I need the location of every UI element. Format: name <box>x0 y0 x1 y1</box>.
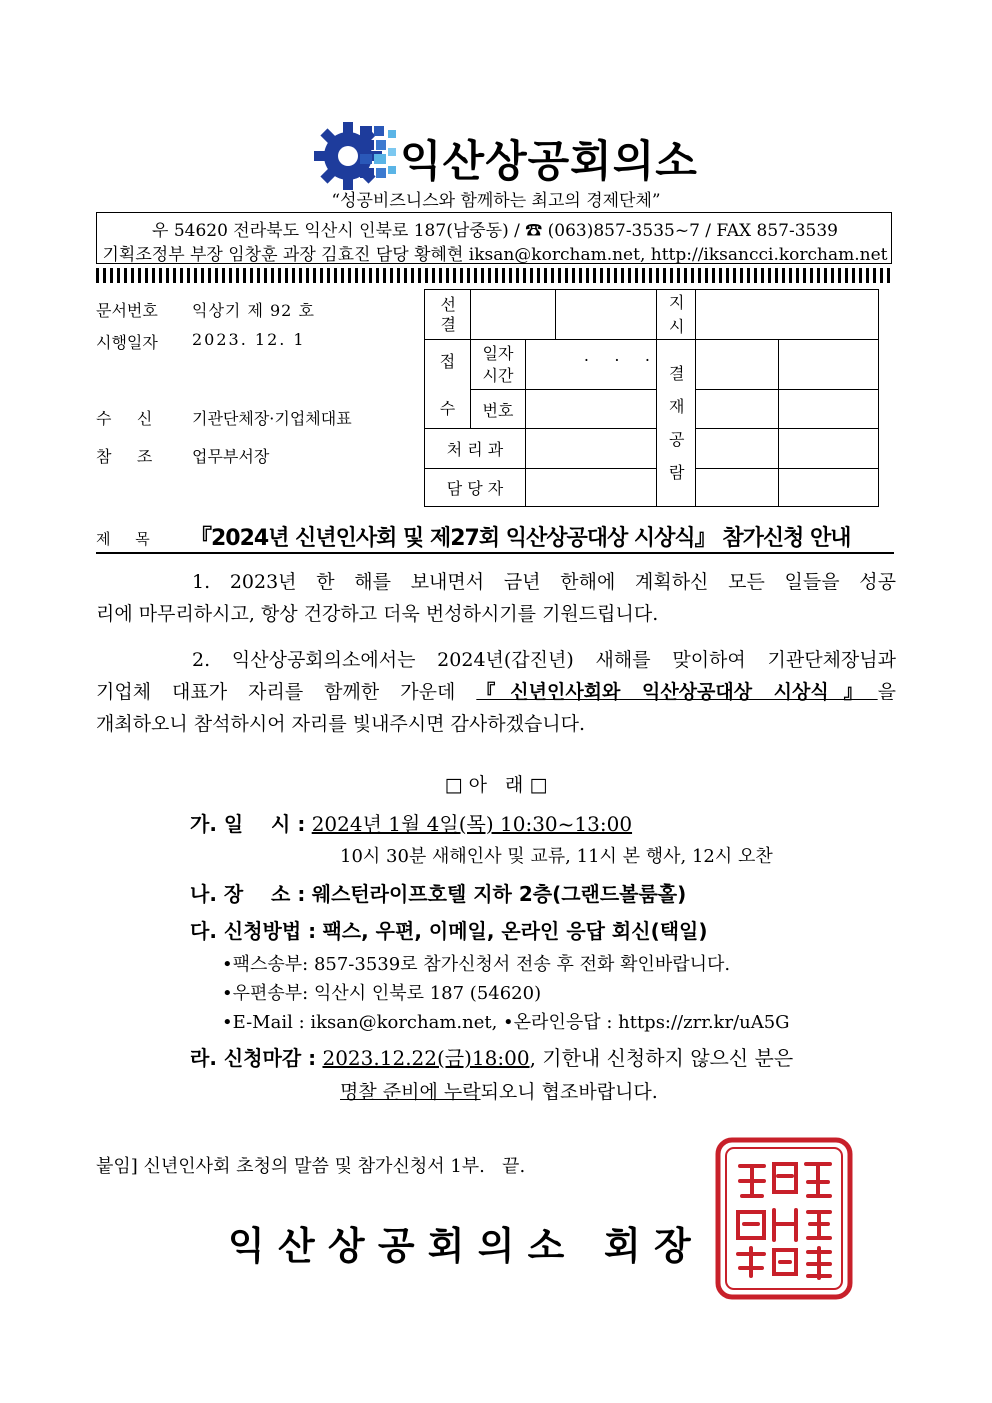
beonho-label: 번호 <box>471 390 526 429</box>
issue-date-value: 2023. 12. 1 <box>192 330 306 349</box>
recipient-label: 수 신 <box>96 409 153 428</box>
cheori-gwa-cell <box>526 429 657 469</box>
gyeoljae-cell-1a <box>696 340 779 390</box>
paragraph-1 <box>96 566 896 630</box>
approval-table <box>424 289 879 507</box>
gyeoljae-cell-1b <box>779 340 879 390</box>
gyeoljae-cell-4a <box>696 469 779 507</box>
paragraph-1-line-1: 1. 2023년 한 해를 보내면서 금년 한해에 계획하신 모든 일들을 성공 <box>192 571 896 593</box>
subject-label: 제 목 <box>96 530 160 548</box>
gyeoljae-cell-3b <box>779 429 879 469</box>
address-line: 우 54620 전라북도 익산시 인북로 187(남중동) / ☎ (063)857-3535~7 / FAX 857-3539 <box>152 221 838 241</box>
reference-label: 참 조 <box>96 447 153 466</box>
signature-line: 익 산 상 공 회 의 소 회 장 <box>228 1224 691 1268</box>
attachment-note: 붙임] 신년인사회 초청의 말씀 및 참가신청서 1부. 끝. <box>96 1156 526 1177</box>
gyeoljae-cell-4b <box>779 469 879 507</box>
staff-contact-line: 기획조정부 부장 임창훈 과장 김효진 담당 황혜현 iksan@korcham.net, http://iksancci.korcham.net <box>102 245 888 265</box>
beonho-cell <box>526 390 657 429</box>
doc-number-label: 문서번호 <box>96 301 158 320</box>
detail-method <box>190 915 708 944</box>
subject-title: 『2024년 신년인사회 및 제27회 익산상공대상 시상식』 참가신청 안내 <box>190 526 851 551</box>
method-label: 다. 신청방법 : <box>190 919 317 943</box>
method-fax: •팩스송부: 857-3539로 참가신청서 전송 후 전화 확인바랍니다. <box>222 954 731 975</box>
method-post: •우편송부: 익산시 인북로 187 (54620) <box>222 983 542 1004</box>
venue-value: 웨스턴라이프호텔 지하 2층(그랜드볼룸홀) <box>311 882 687 906</box>
jisi-cell <box>696 290 879 340</box>
detail-deadline <box>190 1042 793 1071</box>
details-heading: □ 아 래 □ <box>444 774 548 796</box>
datetime-schedule: 10시 30분 새해인사 및 교류, 11시 본 행사, 12시 오찬 <box>340 846 773 867</box>
deadline-date: 2023.12.22(금)18:00 <box>322 1046 530 1070</box>
gyeoljae-cell-3a <box>696 429 779 469</box>
jeopsu-label: 접 수 <box>425 340 471 429</box>
reference-value: 업무부서장 <box>192 447 270 466</box>
address-box <box>96 212 892 264</box>
paragraph-1-line-2: 리에 마무리하시고, 항상 건강하고 더욱 번성하시기를 기원드립니다. <box>96 603 659 625</box>
deadline-note: , 기한내 신청하지 않으신 분은 <box>529 1046 794 1070</box>
slogan: “성공비즈니스와 함께하는 최고의 경제단체” <box>331 191 661 211</box>
gyeoljae-gongnam-label: 결 재 공 람 <box>657 340 696 507</box>
seon-gyeol-label: 선 결 <box>425 290 471 340</box>
official-seal-icon <box>714 1136 854 1301</box>
paragraph-2-line-1: 2. 익산상공회의소에서는 2024년(갑진년) 새해를 맞이하여 기관단체장님과 <box>192 649 896 671</box>
ilja-sigan-label: 일자 시간 <box>471 340 526 390</box>
paragraph-2 <box>96 644 896 740</box>
datetime-value: 2024년 1월 4일(목) 10:30~13:00 <box>311 812 633 836</box>
header-tick-divider <box>96 268 894 283</box>
datetime-label: 가. 일 시 : <box>190 812 306 836</box>
paragraph-2-line-3: 개최하오니 참석하시어 자리를 빛내주시면 감사하겠습니다. <box>96 713 586 735</box>
gyeoljae-cell-2a <box>696 390 779 429</box>
venue-label: 나. 장 소 : <box>190 882 306 906</box>
gyeoljae-cell-2b <box>779 390 879 429</box>
cheori-gwa-label: 처 리 과 <box>425 429 526 469</box>
date-time-cell: . . . <box>526 340 657 390</box>
damdangja-cell <box>526 469 657 507</box>
deadline-label: 라. 신청마감 : <box>190 1046 317 1070</box>
method-value: 팩스, 우편, 이메일, 온라인 응답 회신(택일) <box>322 919 708 943</box>
logo-text: 익산상공회의소 <box>400 137 698 187</box>
jisi-label: 지 시 <box>657 290 696 340</box>
detail-venue <box>190 878 686 907</box>
doc-number-value: 익상기 제 92 호 <box>192 301 315 320</box>
seon-gyeol-cell-2 <box>556 290 657 340</box>
paragraph-2-line-2: 기업체 대표가 자리를 함께한 가운데 『신년인사회와 익산상공대상 시상식』을 <box>96 681 897 703</box>
subject-underline <box>96 552 894 554</box>
event-name-emphasis: 『신년인사회와 익산상공대상 시상식』 <box>476 681 878 703</box>
issue-date-label: 시행일자 <box>96 333 158 352</box>
method-email-online: •E-Mail : iksan@korcham.net, •온라인응답 : https://zrr.kr/uA5G <box>222 1012 790 1033</box>
deadline-sub: 명찰 준비에 누락되오니 협조바랍니다. <box>340 1081 658 1103</box>
seon-gyeol-cell <box>471 290 556 340</box>
damdangja-label: 담 당 자 <box>425 469 526 507</box>
recipient-value: 기관단체장·기업체대표 <box>192 409 352 428</box>
detail-datetime <box>190 808 632 837</box>
